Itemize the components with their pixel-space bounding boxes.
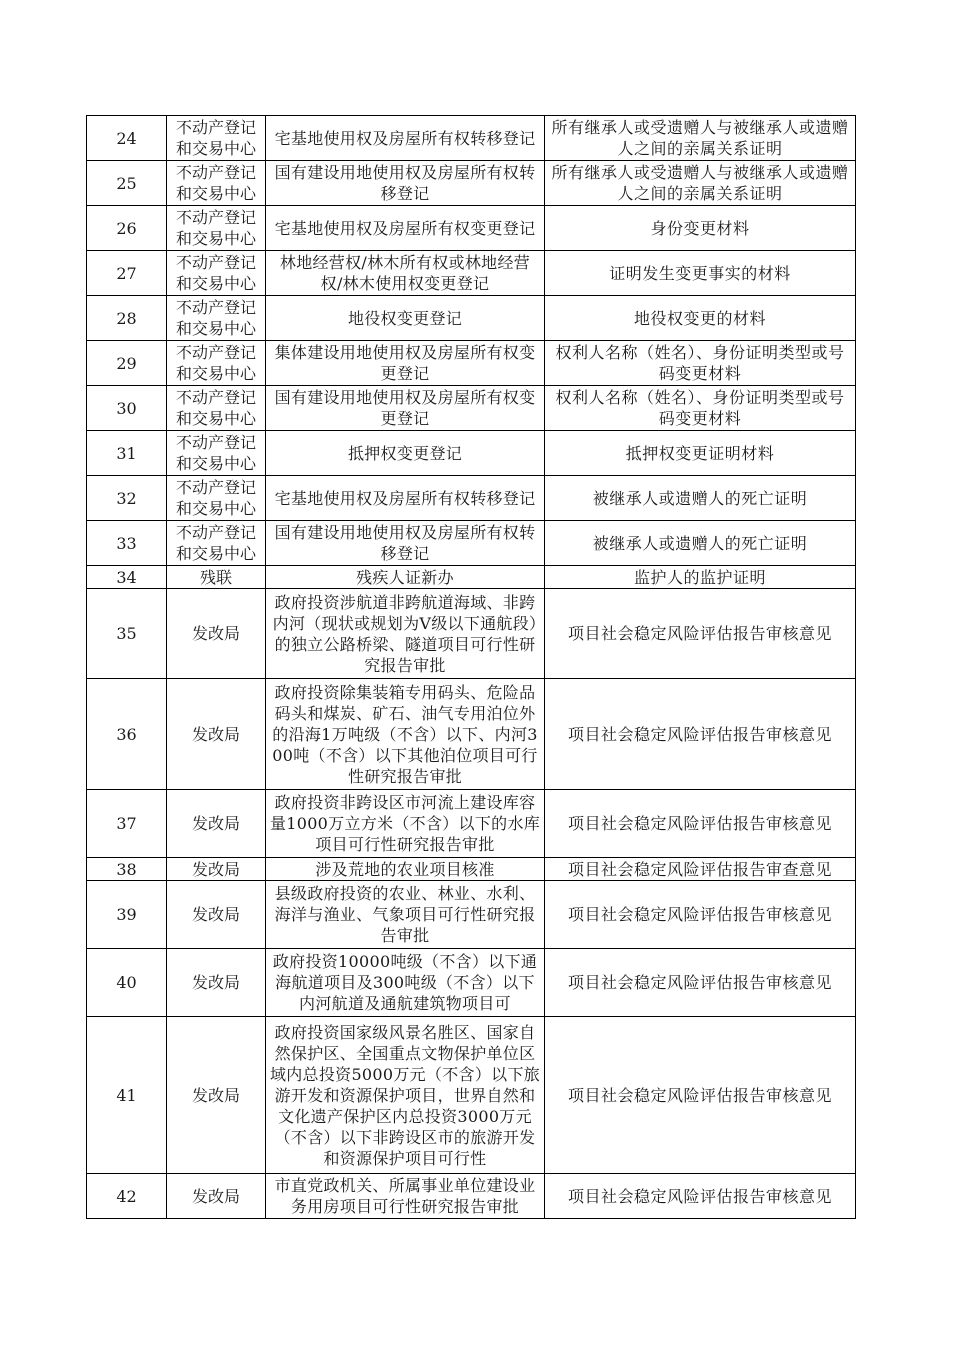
row-number: 28 bbox=[87, 296, 167, 341]
row-number: 24 bbox=[87, 116, 167, 161]
row-number: 25 bbox=[87, 161, 167, 206]
matter-name-cell: 政府投资涉航道非跨航道海域、非跨内河（现状或规划为V级以下通航段）的独立公路桥梁、隧道项目可行性研究报告审批 bbox=[266, 589, 545, 679]
row-number: 32 bbox=[87, 476, 167, 521]
material-cell: 地役权变更的材料 bbox=[545, 296, 856, 341]
material-cell: 证明发生变更事实的材料 bbox=[545, 251, 856, 296]
table-row bbox=[87, 589, 856, 679]
material-cell: 被继承人或遗赠人的死亡证明 bbox=[545, 476, 856, 521]
department-cell: 不动产登记和交易中心 bbox=[167, 476, 266, 521]
table-row bbox=[87, 386, 856, 431]
row-number: 33 bbox=[87, 521, 167, 566]
table-row bbox=[87, 679, 856, 790]
matter-name-cell: 林地经营权/林木所有权或林地经营权/林木使用权变更登记 bbox=[266, 251, 545, 296]
table-row bbox=[87, 521, 856, 566]
row-number: 27 bbox=[87, 251, 167, 296]
department-cell: 发改局 bbox=[167, 790, 266, 858]
table-body bbox=[87, 116, 856, 1219]
matter-name-cell: 宅基地使用权及房屋所有权转移登记 bbox=[266, 116, 545, 161]
row-number: 34 bbox=[87, 566, 167, 589]
row-number: 42 bbox=[87, 1174, 167, 1219]
row-number: 26 bbox=[87, 206, 167, 251]
department-cell: 不动产登记和交易中心 bbox=[167, 206, 266, 251]
row-number: 31 bbox=[87, 431, 167, 476]
row-number: 36 bbox=[87, 679, 167, 790]
matter-name-cell: 国有建设用地使用权及房屋所有权变更登记 bbox=[266, 386, 545, 431]
department-cell: 发改局 bbox=[167, 858, 266, 881]
row-number: 38 bbox=[87, 858, 167, 881]
department-cell: 不动产登记和交易中心 bbox=[167, 386, 266, 431]
material-cell: 项目社会稳定风险评估报告审核意见 bbox=[545, 589, 856, 679]
department-cell: 不动产登记和交易中心 bbox=[167, 251, 266, 296]
material-cell: 项目社会稳定风险评估报告审核意见 bbox=[545, 949, 856, 1017]
matter-name-cell: 国有建设用地使用权及房屋所有权转移登记 bbox=[266, 161, 545, 206]
row-number: 40 bbox=[87, 949, 167, 1017]
department-cell: 发改局 bbox=[167, 679, 266, 790]
table-row bbox=[87, 251, 856, 296]
matter-name-cell: 宅基地使用权及房屋所有权变更登记 bbox=[266, 206, 545, 251]
table-row bbox=[87, 949, 856, 1017]
table-row bbox=[87, 431, 856, 476]
material-cell: 项目社会稳定风险评估报告审核意见 bbox=[545, 679, 856, 790]
table-row bbox=[87, 296, 856, 341]
row-number: 37 bbox=[87, 790, 167, 858]
department-cell: 不动产登记和交易中心 bbox=[167, 341, 266, 386]
matter-name-cell: 残疾人证新办 bbox=[266, 566, 545, 589]
matter-name-cell: 抵押权变更登记 bbox=[266, 431, 545, 476]
table-row bbox=[87, 1174, 856, 1219]
material-cell: 权利人名称（姓名）、身份证明类型或号码变更材料 bbox=[545, 341, 856, 386]
matters-table bbox=[86, 115, 856, 1219]
material-cell: 项目社会稳定风险评估报告审核意见 bbox=[545, 1174, 856, 1219]
matter-name-cell: 宅基地使用权及房屋所有权转移登记 bbox=[266, 476, 545, 521]
row-number: 41 bbox=[87, 1017, 167, 1174]
department-cell: 不动产登记和交易中心 bbox=[167, 161, 266, 206]
matter-name-cell: 政府投资除集装箱专用码头、危险品码头和煤炭、矿石、油气专用泊位外的沿海1万吨级（不含）以下、内河300吨（不含）以下其他泊位项目可行性研究报告审批 bbox=[266, 679, 545, 790]
matter-name-cell: 地役权变更登记 bbox=[266, 296, 545, 341]
department-cell: 发改局 bbox=[167, 881, 266, 949]
table-row bbox=[87, 566, 856, 589]
department-cell: 不动产登记和交易中心 bbox=[167, 521, 266, 566]
material-cell: 权利人名称（姓名）、身份证明类型或号码变更材料 bbox=[545, 386, 856, 431]
material-cell: 项目社会稳定风险评估报告审核意见 bbox=[545, 1017, 856, 1174]
material-cell: 抵押权变更证明材料 bbox=[545, 431, 856, 476]
table-row bbox=[87, 476, 856, 521]
row-number: 35 bbox=[87, 589, 167, 679]
matter-name-cell: 政府投资10000吨级（不含）以下通海航道项目及300吨级（不含）以下内河航道及通航建筑物项目可 bbox=[266, 949, 545, 1017]
material-cell: 被继承人或遗赠人的死亡证明 bbox=[545, 521, 856, 566]
matter-name-cell: 政府投资非跨设区市河流上建设库容量1000万立方米（不含）以下的水库项目可行性研究报告审批 bbox=[266, 790, 545, 858]
matter-name-cell: 县级政府投资的农业、林业、水利、海洋与渔业、气象项目可行性研究报告审批 bbox=[266, 881, 545, 949]
material-cell: 所有继承人或受遗赠人与被继承人或遗赠人之间的亲属关系证明 bbox=[545, 161, 856, 206]
material-cell: 监护人的监护证明 bbox=[545, 566, 856, 589]
department-cell: 发改局 bbox=[167, 1174, 266, 1219]
table-row bbox=[87, 116, 856, 161]
matter-name-cell: 市直党政机关、所属事业单位建设业务用房项目可行性研究报告审批 bbox=[266, 1174, 545, 1219]
material-cell: 身份变更材料 bbox=[545, 206, 856, 251]
material-cell: 项目社会稳定风险评估报告审查意见 bbox=[545, 858, 856, 881]
table-row bbox=[87, 341, 856, 386]
row-number: 39 bbox=[87, 881, 167, 949]
table-row bbox=[87, 858, 856, 881]
department-cell: 不动产登记和交易中心 bbox=[167, 116, 266, 161]
material-cell: 项目社会稳定风险评估报告审核意见 bbox=[545, 881, 856, 949]
department-cell: 发改局 bbox=[167, 1017, 266, 1174]
department-cell: 不动产登记和交易中心 bbox=[167, 431, 266, 476]
department-cell: 发改局 bbox=[167, 949, 266, 1017]
matter-name-cell: 涉及荒地的农业项目核准 bbox=[266, 858, 545, 881]
table-row bbox=[87, 206, 856, 251]
table-row bbox=[87, 790, 856, 858]
matter-name-cell: 国有建设用地使用权及房屋所有权转移登记 bbox=[266, 521, 545, 566]
department-cell: 发改局 bbox=[167, 589, 266, 679]
material-cell: 项目社会稳定风险评估报告审核意见 bbox=[545, 790, 856, 858]
material-cell: 所有继承人或受遗赠人与被继承人或遗赠人之间的亲属关系证明 bbox=[545, 116, 856, 161]
matter-name-cell: 政府投资国家级风景名胜区、国家自然保护区、全国重点文物保护单位区域内总投资5000万元（不含）以下旅游开发和资源保护项目，世界自然和文化遗产保护区内总投资3000万元（不含）以下非跨设区市的旅游开发和资源保护项目可行性 bbox=[266, 1017, 545, 1174]
department-cell: 残联 bbox=[167, 566, 266, 589]
matter-name-cell: 集体建设用地使用权及房屋所有权变更登记 bbox=[266, 341, 545, 386]
table-row bbox=[87, 881, 856, 949]
row-number: 30 bbox=[87, 386, 167, 431]
row-number: 29 bbox=[87, 341, 167, 386]
table-row bbox=[87, 1017, 856, 1174]
table-row bbox=[87, 161, 856, 206]
department-cell: 不动产登记和交易中心 bbox=[167, 296, 266, 341]
